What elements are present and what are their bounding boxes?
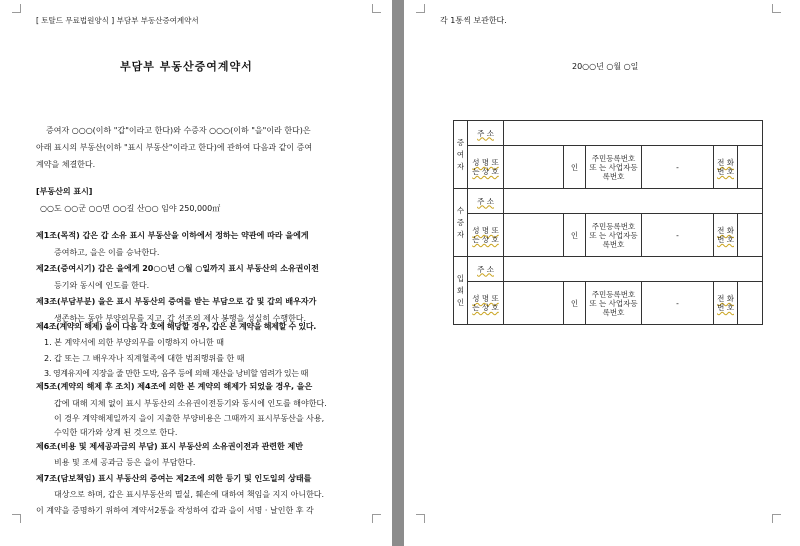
phone-label: 전 화 번 호 [714,214,738,257]
document-page-right [404,0,800,546]
witness-name-field[interactable] [504,282,564,325]
id-number-label: 주민등록번호 또 는 사업자등록번호 [586,282,642,325]
donor-name-row [454,146,763,189]
name-label: 성 명 또 는 상 호 [468,214,504,257]
article-item: 3. 영계유지에 지장을 줄 만한 도박, 음주 등에 의해 재산을 낭비할 염려가 있는 때 [44,369,308,378]
page-header: [ 토탈드 무료법원양식 ] 부담부 부동산증여계약서 [36,16,199,25]
article-line: 갑에 대해 지체 없이 표시 부동산의 소유권이전등기와 동시에 인도를 해야한다. [54,399,327,408]
witness-role-label: 입회인 [454,257,468,325]
witness-id-field[interactable]: - [642,282,714,325]
corner-mark-bottom-left [416,514,425,523]
article-line: 증여하고, 을은 이를 승낙한다. [54,248,160,257]
donee-phone-field[interactable] [738,214,763,257]
article-line: 제4조(계약의 해제) 을이 다음 각 호에 해당할 경우, 갑은 본 계약을 해제할 수 있다. [36,322,317,331]
corner-mark-top-left [12,4,21,13]
corner-mark-top-left [416,4,425,13]
contract-date: 20○○년 ○월 ○일 [572,62,639,71]
seal-label: 인 [564,146,586,189]
donee-name-field[interactable] [504,214,564,257]
article-line: 제6조(비용 및 제세공과금의 부담) 표시 부동산의 소유권이전과 관련한 제반 [36,442,303,451]
article-line: 생존하는 동안 부양의무를 지고, 갑 선조의 제사 봉행을 성실히 수행한다. [54,314,307,323]
address-label: 주 소 [468,257,504,282]
donee-address-field[interactable] [504,189,763,214]
corner-mark-top-right [772,4,781,13]
seal-label: 인 [564,214,586,257]
id-number-label: 주민등록번호 또 는 사업자등록번호 [586,214,642,257]
phone-label: 전 화 번 호 [714,146,738,189]
donee-name-row [454,214,763,257]
witness-phone-field[interactable] [738,282,763,325]
document-title: 부담부 부동산증여계약서 [120,60,253,73]
article-line: 제5조(계약의 해제 후 조치) 제4조에 의한 본 계약의 해제가 되었을 경우, 을은 [36,382,313,391]
corner-mark-bottom-left [12,514,21,523]
article-line: 대상으로 하며, 갑은 표시부동산의 멸실, 훼손에 대하여 책임을 지지 아니한다. [54,490,325,499]
intro-line: 계약을 체결한다. [36,160,96,169]
property-description: ○○도 ○○군 ○○면 ○○길 산○○ 임야 250,000㎡ [40,204,221,213]
address-label: 주 소 [468,189,504,214]
donee-address-row [454,189,763,214]
witness-address-field[interactable] [504,257,763,282]
donor-name-field[interactable] [504,146,564,189]
witness-name-row [454,282,763,325]
corner-mark-bottom-right [372,514,381,523]
name-label: 성 명 또 는 상 호 [468,146,504,189]
closing-line: 이 계약을 증명하기 위하여 계약서2통을 작성하여 갑과 을이 서명 · 날인한 후 각 [36,506,314,515]
witness-address-row [454,257,763,282]
intro-line: 증여자 ○○○(이하 "갑"이라고 한다)와 수증자 ○○○(이하 "을"이라 한다)은 [46,126,311,135]
article-line: 제1조(목적) 갑은 갑 소유 표시 부동산을 이하에서 정하는 약관에 따라 을에게 [36,231,309,240]
donor-role-label: 증여자 [454,121,468,189]
continued-line: 각 1통씩 보관한다. [440,16,507,25]
article-line: 비용 및 조세 공과금 등은 을이 부담한다. [54,458,196,467]
article-item: 1. 본 계약서에 의한 부양의무를 이행하지 아니한 때 [44,338,224,347]
article-line: 등기와 동시에 인도를 한다. [54,281,150,290]
donee-id-field[interactable]: - [642,214,714,257]
donee-role-label: 수증자 [454,189,468,257]
intro-line: 아래 표시의 부동산(이하 "표시 부동산"이라고 한다)에 관하여 다음과 같이 증여 [36,143,313,152]
property-heading: [부동산의 표시] [36,187,93,196]
article-line: 수익한 대가와 상계 된 것으로 한다. [54,428,178,437]
article-line: 제7조(담보책임) 표시 부동산의 증여는 제2조에 의한 등기 및 인도일의 상태를 [36,474,312,483]
article-item: 2. 갑 또는 그 배우자나 직계혈족에 대한 범죄행위를 한 때 [44,354,245,363]
phone-label: 전 화 번 호 [714,282,738,325]
donor-address-field[interactable] [504,121,763,146]
id-number-label: 주민등록번호 또 는 사업자등록번호 [586,146,642,189]
article-line: 제3조(부담부분) 을은 표시 부동산의 증여를 받는 부담으로 갑 및 갑의 배우자가 [36,297,317,306]
donor-id-field[interactable]: - [642,146,714,189]
donor-phone-field[interactable] [738,146,763,189]
article-line: 이 경우 계약해제일까지 을이 지출한 부양비용은 그때까지 표시부동산을 사용, [54,414,325,423]
address-label: 주 소 [468,121,504,146]
name-label: 성 명 또 는 상 호 [468,282,504,325]
party-signature-table [453,120,763,325]
corner-mark-top-right [372,4,381,13]
document-page-left [0,0,392,546]
donor-address-row [454,121,763,146]
article-line: 제2조(증여시기) 갑은 을에게 20○○년 ○월 ○일까지 표시 부동산의 소유권이전 [36,264,319,273]
corner-mark-bottom-right [772,514,781,523]
seal-label: 인 [564,282,586,325]
